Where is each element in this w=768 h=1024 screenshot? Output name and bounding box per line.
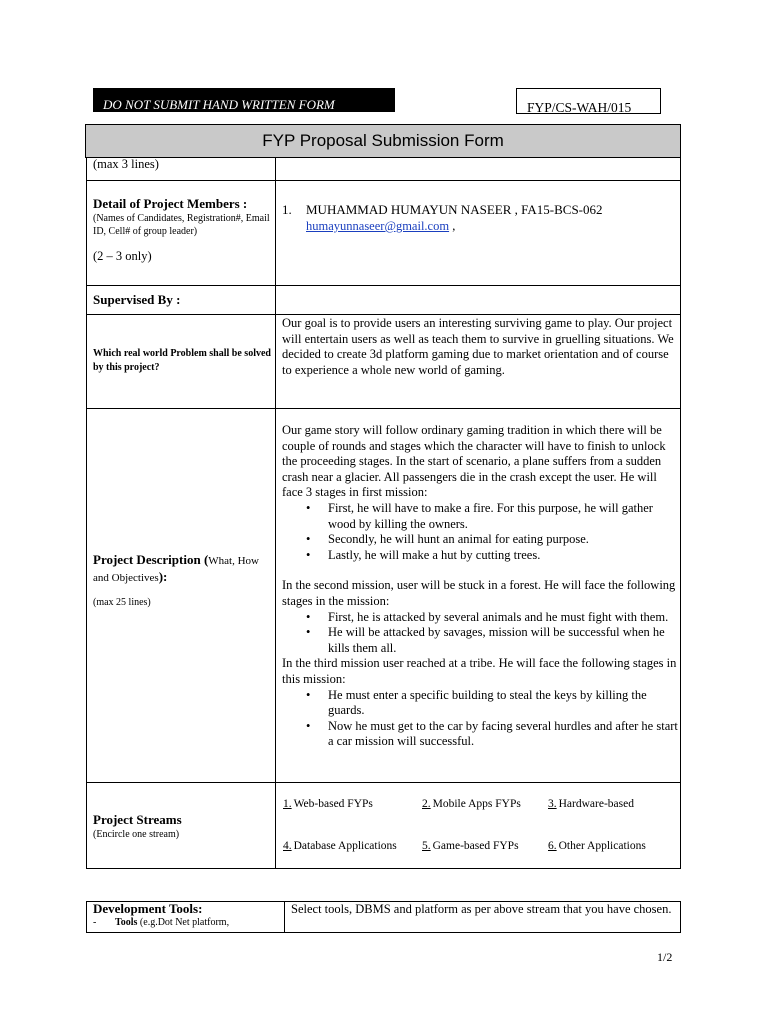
form-code: FYP/CS-WAH/015: [527, 100, 632, 114]
stream-number: 5.: [422, 840, 431, 852]
dev-tools-tools: Tools: [115, 917, 138, 928]
stream-option-4[interactable]: [283, 840, 397, 852]
member-name: MUHAMMAD HUMAYUN NASEER , FA15-BCS-062: [306, 202, 603, 217]
problem-text: Our goal is to provide users an interesting surviving game to play. Our project will entertain users as well as teach them to survive in gruelling situations. We decided to create 3d platform gaming due to market orientation and of course to experience a whole new world of gaming.: [282, 316, 674, 377]
row-divider: [86, 408, 681, 409]
warning-banner-text: DO NOT SUBMIT HAND WRITTEN FORM: [103, 97, 335, 112]
members-label: Detail of Project Members :: [93, 196, 248, 211]
member-number: 1.: [282, 202, 292, 217]
member-email-link[interactable]: humayunnaseer@gmail.com: [306, 219, 450, 233]
mission3-intro: In the third mission user reached at a tribe. He will face the following stages in this mission:: [282, 656, 677, 686]
streams-label: Project Streams: [93, 812, 182, 827]
mission2-intro: In the second mission, user will be stuck in a forest. He will face the following stages in the mission:: [282, 578, 676, 608]
stream-label: Mobile Apps FYPs: [432, 798, 521, 810]
description-label-sub: What, How and Objectives: [93, 555, 259, 584]
streams-label-cell: [93, 812, 273, 841]
mission3-list: [282, 688, 678, 750]
stream-number: 3.: [548, 798, 557, 810]
stream-number: 4.: [283, 840, 292, 852]
stream-option-3[interactable]: [548, 798, 634, 810]
dev-tools-label: Development Tools:: [93, 901, 203, 916]
stream-option-1[interactable]: [283, 798, 373, 810]
description-intro: Our game story will follow ordinary gaming tradition in which there will be couple of rounds and stages which the character will have to finish to unlock the proceeding stages. In the start of scenario, a plane suffers from a sudden crash near a glacier. All passengers die in the crash except the user. He will face 3 stages in first mission:: [282, 423, 666, 500]
list-item: • He will be attacked by savages, mission will be successful when he kills them all.: [328, 625, 678, 656]
dev-tools-text: Select tools, DBMS and platform as per above stream that you have chosen.: [291, 902, 672, 916]
stream-label: Other Applications: [558, 840, 646, 852]
description-text: [282, 423, 678, 750]
form-title: FYP Proposal Submission Form: [85, 124, 681, 158]
column-divider: [275, 158, 276, 869]
dev-tools-dash: -: [93, 917, 97, 928]
members-label-cell: [93, 196, 273, 264]
description-label: Project Description (: [93, 552, 209, 567]
stream-option-5[interactable]: [422, 840, 519, 852]
row-divider: [86, 180, 681, 181]
description-label-cell: [93, 552, 273, 609]
stream-number: 1.: [283, 798, 292, 810]
mission1-list: [282, 501, 678, 563]
member-email-sep: ,: [449, 219, 456, 233]
stream-number: 2.: [422, 798, 431, 810]
stream-option-6[interactable]: [548, 840, 646, 852]
list-item: • First, he will have to make a fire. For this purpose, he will gather wood by killing the owners.: [328, 501, 678, 532]
stream-label: Web-based FYPs: [293, 798, 373, 810]
max-lines-note: (max 3 lines): [93, 157, 159, 171]
stream-option-2[interactable]: [422, 798, 521, 810]
list-item: • Secondly, he will hunt an animal for eating purpose.: [328, 532, 678, 548]
stream-number: 6.: [548, 840, 557, 852]
members-note: (Names of Candidates, Registration#, Email ID, Cell# of group leader): [93, 212, 270, 237]
dev-tools-divider: [284, 901, 285, 933]
page-number: 1/2: [657, 950, 673, 964]
problem-label: Which real world Problem shall be solved by this project?: [93, 348, 271, 373]
description-label-end: ):: [158, 569, 168, 584]
stream-label: Hardware-based: [558, 798, 634, 810]
members-entry: [282, 202, 678, 234]
dev-tools-label-cell: [93, 902, 281, 929]
row-divider: [86, 314, 681, 315]
form-code-box: [516, 88, 661, 114]
list-item: • He must enter a specific building to steal the keys by killing the guards.: [328, 688, 678, 719]
supervised-label: Supervised By :: [93, 292, 181, 307]
description-max-lines: (max 25 lines): [93, 597, 151, 608]
list-item: • Lastly, he will make a hut by cutting trees.: [328, 548, 678, 564]
stream-label: Game-based FYPs: [432, 840, 519, 852]
list-item: • Now he must get to the car by facing several hurdles and after he start a car mission will successful.: [328, 719, 678, 750]
warning-banner: [93, 88, 395, 112]
streams-note: (Encircle one stream): [93, 828, 180, 840]
row-divider: [86, 285, 681, 286]
members-count: (2 – 3 only): [93, 248, 152, 263]
list-item: • First, he is attacked by several animals and he must fight with them.: [328, 610, 678, 626]
row-divider: [86, 782, 681, 783]
mission2-list: [282, 610, 678, 657]
stream-label: Database Applications: [293, 840, 397, 852]
dev-tools-tools-example: (e.g.Dot Net platform,: [137, 917, 230, 928]
